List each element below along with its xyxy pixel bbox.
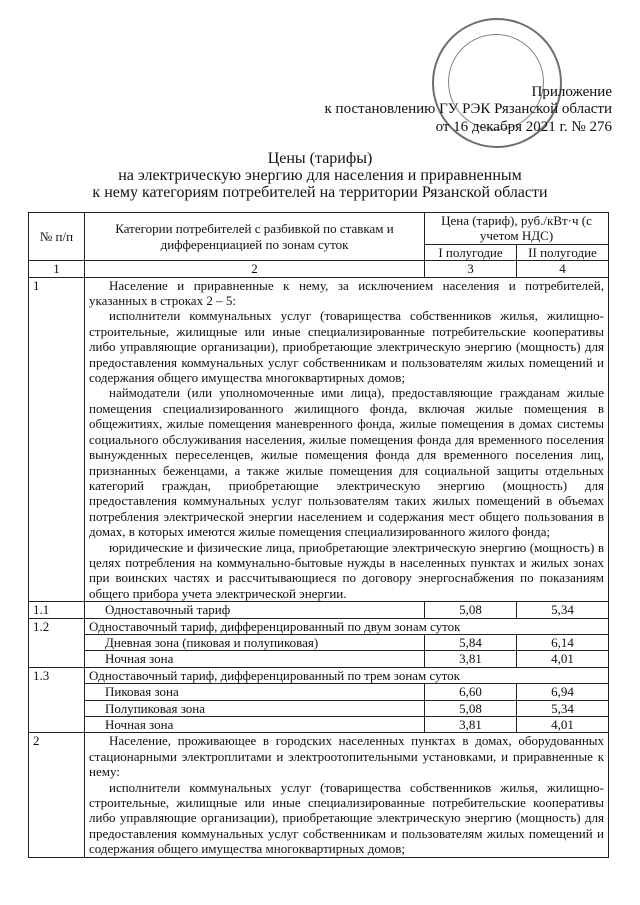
- tariff-table: [28, 212, 609, 858]
- colnum-2: 2: [85, 261, 425, 277]
- row-num: 1: [29, 277, 85, 602]
- colnum-4: 4: [517, 261, 609, 277]
- table-row: [29, 277, 609, 602]
- table-row: Полупиковая зона 5,08 5,34: [29, 700, 609, 716]
- header-h1: I полугодие: [425, 244, 517, 260]
- header-h2: II полугодие: [517, 244, 609, 260]
- decree-reference: к постановлению ГУ РЭК Рязанской области: [324, 101, 612, 117]
- appendix-label: Приложение: [531, 84, 612, 100]
- doc-title: Цены (тарифы): [267, 150, 373, 167]
- table-row: 1.3 Одноставочный тариф, дифференцированный по трем зонам суток: [29, 667, 609, 683]
- header-num: № п/п: [29, 213, 85, 261]
- table-row: Ночная зона 3,81 4,01: [29, 651, 609, 667]
- table-row: Ночная зона 3,81 4,01: [29, 717, 609, 733]
- table-row: 2 Население, проживающее в городских населенных пунктах в домах, оборудованных стационарными электроплитами и электроотопительными установками, и приравненные к нему: исполнители коммунальных услуг (товарищества собственников жилья, жилищно-строительные, жилищные или иные специализированные потребительские кооперативы либо управляющие организации), приобретающие электрическую энергию (мощность) для предоставления коммунальных услуг собственникам и пользователям жилых помещений и содержания общего имущества многоквартирных домов;: [29, 733, 609, 857]
- colnum-3: 3: [425, 261, 517, 277]
- table-header-row: [29, 213, 609, 245]
- table-row: Пиковая зона 6,60 6,94: [29, 684, 609, 700]
- header-category: Категории потребителей с разбивкой по ставкам и дифференциацией по зонам суток: [85, 213, 425, 261]
- header-price: Цена (тариф), руб./кВт·ч (с учетом НДС): [425, 213, 609, 245]
- row-description: Население, проживающее в городских населенных пунктах в домах, оборудованных стационарными электроплитами и электроотопительными установками, и приравненные к нему: исполнители коммунальных услуг (товарищества собственников жилья, жилищно-строительные, жилищные или иные специализированные потребительские кооперативы либо управляющие организации), приобретающие электрическую энергию (мощность) для предоставления коммунальных услуг собственникам и пользователям жилых помещений и содержания общего имущества многоквартирных домов;: [85, 733, 609, 857]
- colnum-1: 1: [29, 261, 85, 277]
- doc-subtitle-1: на электрическую энергию для населения и приравненным: [118, 167, 522, 184]
- table-row: Дневная зона (пиковая и полупиковая) 5,84 6,14: [29, 634, 609, 650]
- table-row: 1.1 Одноставочный тариф 5,08 5,34: [29, 602, 609, 618]
- decree-date: от 16 декабря 2021 г. № 276: [435, 119, 612, 135]
- row-description: Население и приравненные к нему, за исключением населения и потребителей, указанных в строках 2 – 5: исполнители коммунальных услуг (товарищества собственников жилья, жилищно-строительные, жилищные или иные специализированные потребительские кооперативы либо управляющие организации), приобретающие электрическую энергию (мощность) для предоставления коммунальных услуг собственникам и пользователям жилых помещений и содержания общего имущества многоквартирных домов; наймодатели (или уполномоченные ими лица), предоставляющие гражданам жилые помещения специализированного жилищного фонда, включая жилые помещения в общежитиях, жилые помещения маневренного фонда, жилые помещения в домах системы социального обслуживания населения, жилые помещения фонда для временного поселения вынужденных переселенцев, жилые помещения фонда для временного поселения лиц, признанных беженцами, а также жилые помещения для социальной защиты отдельных категорий граждан, приобретающие электрическую энергию (мощность) для предоставления коммунальных услуг пользователям таких жилых помещений в объемах потребления электрической энергии населением и содержания мест общего пользования в домах, в которых имеются жилые помещения специализированного жилого фонда; юридические и физические лица, приобретающие электрическую энергию (мощность) в целях потребления на коммунально-бытовые нужды в населенных пунктах и жилых зонах при воинских частях и рассчитывающиеся по договору энергоснабжения по показаниям общего прибора учета электрической энергии.: [85, 277, 609, 602]
- doc-subtitle-2: к нему категориям потребителей на территории Рязанской области: [92, 184, 548, 201]
- column-number-row: [29, 261, 609, 277]
- table-row: 1.2 Одноставочный тариф, дифференцированный по двум зонам суток: [29, 618, 609, 634]
